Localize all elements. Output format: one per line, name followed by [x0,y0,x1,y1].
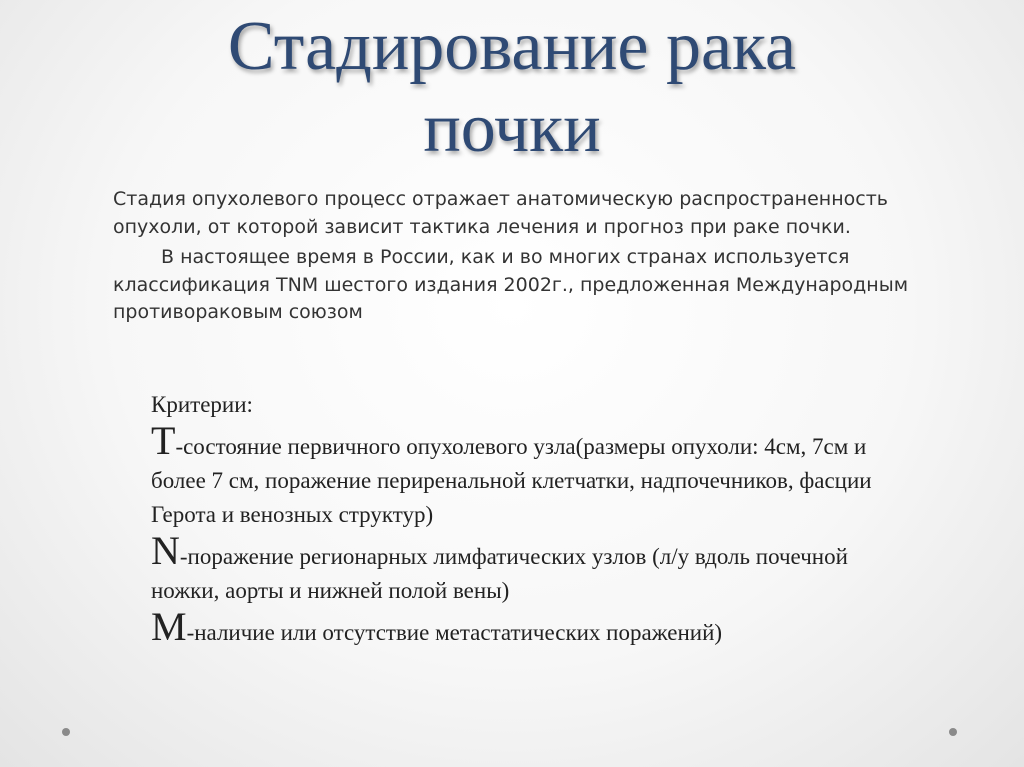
criteria-item-n [151,528,891,608]
bullet-dot-icon [949,728,957,736]
intro-text-block [113,186,973,327]
slide-title-line-2: почки [423,90,601,167]
intro-paragraph-1: Стадия опухолевого процесс отражает анатомическую распространенность опухоли, от которой зависит тактика лечения и прогноз при раке почки. [113,188,888,238]
criteria-item-m [151,604,891,650]
criteria-letter-m: M [151,604,187,649]
criteria-text-n: -поражение регионарных лимфатических узлов (л/у вдоль почечной ножки, аорты и нижней полой вены) [151,544,848,603]
criteria-text-m: -наличие или отсутствие метастатических поражений) [186,620,723,645]
bullet-dot-icon [62,728,70,736]
slide-title [0,6,1024,170]
criteria-item-t [151,418,891,532]
criteria-text-t: -состояние первичного опухолевого узла(размеры опухоли: 4см, 7см и более 7 см, поражение периренальной клетчатки, надпочечников, фасции Герота и венозных структур) [151,434,872,527]
criteria-heading: Критерии: [151,392,253,417]
criteria-block [151,388,891,650]
criteria-letter-t: T [151,418,176,463]
intro-paragraph-2: В настоящее время в России, как и во многих странах используется классификация TNM шестого издания 2002г., предложенная Международным противораковым союзом [113,246,909,323]
slide-title-line-1: Стадирование рака [227,8,797,85]
criteria-letter-n: N [151,528,180,573]
